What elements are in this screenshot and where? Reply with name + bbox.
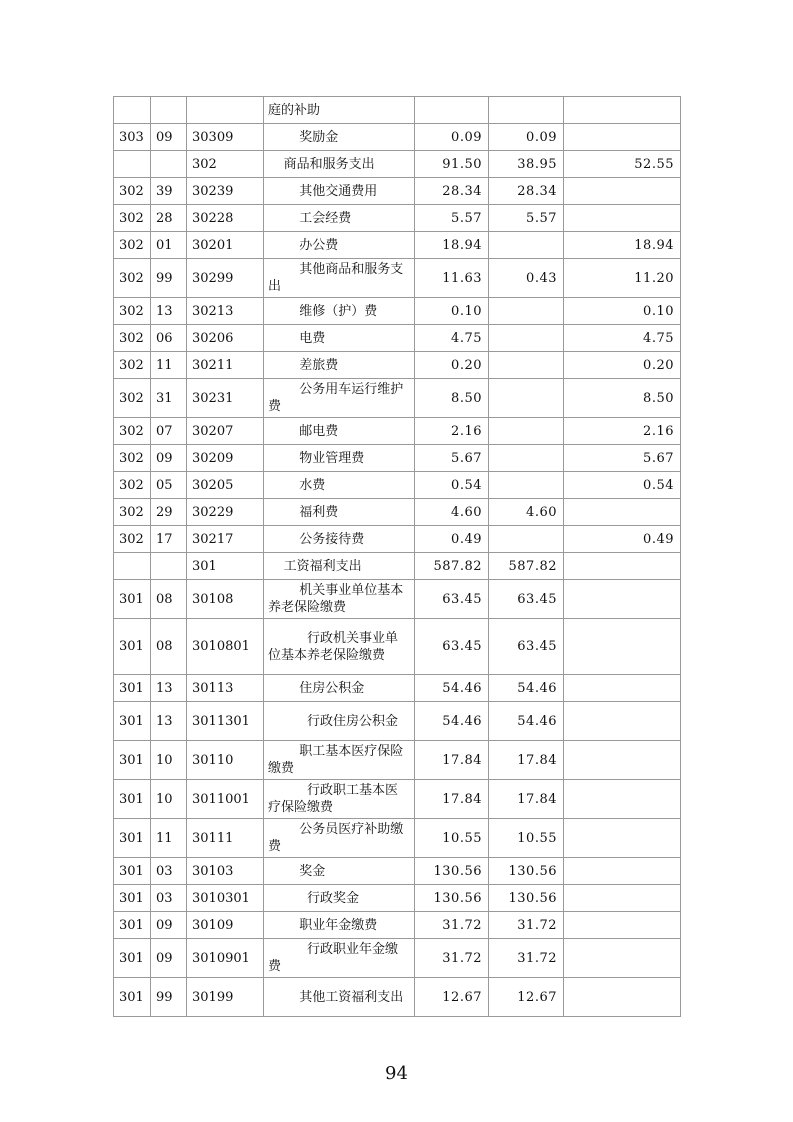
- project-expenditure-cell: [564, 675, 681, 702]
- table-row: [114, 151, 681, 178]
- item-name-cell: 维修（护）费: [264, 298, 415, 325]
- table-row: [114, 702, 681, 741]
- total-amount-cell: 0.09: [415, 124, 489, 151]
- total-amount-cell: 10.55: [415, 819, 489, 858]
- class-code-cell: 302: [114, 178, 151, 205]
- basic-expenditure-cell: 54.46: [489, 675, 564, 702]
- item-name-cell: 商品和服务支出: [264, 151, 415, 178]
- item-code-cell: 13: [151, 675, 187, 702]
- economic-code-cell: 30231: [187, 379, 264, 418]
- basic-expenditure-cell: 587.82: [489, 553, 564, 580]
- class-code-cell: 301: [114, 580, 151, 619]
- economic-code-cell: 30213: [187, 298, 264, 325]
- total-amount-cell: 130.56: [415, 885, 489, 912]
- item-name-cell: 住房公积金: [264, 675, 415, 702]
- total-amount-cell: 587.82: [415, 553, 489, 580]
- total-amount-cell: 4.60: [415, 499, 489, 526]
- table-row: [114, 675, 681, 702]
- total-amount-cell: 31.72: [415, 939, 489, 978]
- economic-code-cell: 30299: [187, 259, 264, 298]
- table-row: [114, 472, 681, 499]
- item-name-cell: 行政职工基本医疗保险缴费: [264, 780, 415, 819]
- item-name-cell: 福利费: [264, 499, 415, 526]
- economic-code-cell: 30103: [187, 858, 264, 885]
- total-amount-cell: 0.20: [415, 352, 489, 379]
- class-code-cell: 301: [114, 858, 151, 885]
- class-code-cell: 302: [114, 259, 151, 298]
- class-code-cell: 301: [114, 939, 151, 978]
- total-amount-cell: 8.50: [415, 379, 489, 418]
- table-row: [114, 178, 681, 205]
- economic-code-cell: 30309: [187, 124, 264, 151]
- total-amount-cell: 5.57: [415, 205, 489, 232]
- project-expenditure-cell: 0.20: [564, 352, 681, 379]
- item-code-cell: 11: [151, 819, 187, 858]
- item-name-cell: 其他商品和服务支出: [264, 259, 415, 298]
- total-amount-cell: 11.63: [415, 259, 489, 298]
- class-code-cell: 301: [114, 619, 151, 675]
- total-amount-cell: 17.84: [415, 780, 489, 819]
- economic-code-cell: 30207: [187, 418, 264, 445]
- item-code-cell: 01: [151, 232, 187, 259]
- item-name-cell: 行政机关事业单位基本养老保险缴费: [264, 619, 415, 675]
- project-expenditure-cell: 4.75: [564, 325, 681, 352]
- project-expenditure-cell: [564, 205, 681, 232]
- item-code-cell: 31: [151, 379, 187, 418]
- total-amount-cell: 12.67: [415, 978, 489, 1017]
- economic-code-cell: 3010301: [187, 885, 264, 912]
- basic-expenditure-cell: 54.46: [489, 702, 564, 741]
- economic-code-cell: [187, 97, 264, 124]
- basic-expenditure-cell: 0.43: [489, 259, 564, 298]
- item-code-cell: 17: [151, 526, 187, 553]
- item-code-cell: [151, 553, 187, 580]
- item-name-cell: 差旅费: [264, 352, 415, 379]
- class-code-cell: 302: [114, 472, 151, 499]
- item-name-cell: 行政奖金: [264, 885, 415, 912]
- basic-expenditure-cell: 130.56: [489, 858, 564, 885]
- project-expenditure-cell: [564, 912, 681, 939]
- basic-expenditure-cell: [489, 325, 564, 352]
- total-amount-cell: 4.75: [415, 325, 489, 352]
- item-name-cell: 庭的补助: [264, 97, 415, 124]
- basic-expenditure-cell: 38.95: [489, 151, 564, 178]
- item-name-cell: 公务员医疗补助缴费: [264, 819, 415, 858]
- item-code-cell: 08: [151, 580, 187, 619]
- project-expenditure-cell: [564, 178, 681, 205]
- class-code-cell: 302: [114, 379, 151, 418]
- total-amount-cell: 5.67: [415, 445, 489, 472]
- class-code-cell: 301: [114, 780, 151, 819]
- economic-code-cell: 302: [187, 151, 264, 178]
- table-row: [114, 885, 681, 912]
- project-expenditure-cell: 0.49: [564, 526, 681, 553]
- table-row: [114, 526, 681, 553]
- item-code-cell: 09: [151, 124, 187, 151]
- project-expenditure-cell: [564, 858, 681, 885]
- economic-code-cell: 30217: [187, 526, 264, 553]
- item-code-cell: 09: [151, 912, 187, 939]
- table-row: [114, 499, 681, 526]
- economic-code-cell: 30109: [187, 912, 264, 939]
- total-amount-cell: 54.46: [415, 675, 489, 702]
- total-amount-cell: 18.94: [415, 232, 489, 259]
- basic-expenditure-cell: 17.84: [489, 780, 564, 819]
- item-name-cell: 机关事业单位基本养老保险缴费: [264, 580, 415, 619]
- table-row: [114, 780, 681, 819]
- class-code-cell: 301: [114, 978, 151, 1017]
- table-row: [114, 259, 681, 298]
- table-row: [114, 858, 681, 885]
- table-row: [114, 352, 681, 379]
- basic-expenditure-cell: 63.45: [489, 619, 564, 675]
- item-code-cell: 05: [151, 472, 187, 499]
- item-code-cell: 08: [151, 619, 187, 675]
- item-code-cell: 99: [151, 259, 187, 298]
- class-code-cell: 302: [114, 352, 151, 379]
- item-code-cell: [151, 151, 187, 178]
- item-code-cell: 07: [151, 418, 187, 445]
- total-amount-cell: 2.16: [415, 418, 489, 445]
- project-expenditure-cell: 0.10: [564, 298, 681, 325]
- project-expenditure-cell: 52.55: [564, 151, 681, 178]
- project-expenditure-cell: [564, 741, 681, 780]
- item-code-cell: 09: [151, 445, 187, 472]
- basic-expenditure-cell: 12.67: [489, 978, 564, 1017]
- table-row: [114, 819, 681, 858]
- table-row: [114, 619, 681, 675]
- basic-expenditure-cell: 10.55: [489, 819, 564, 858]
- total-amount-cell: [415, 97, 489, 124]
- item-code-cell: 03: [151, 885, 187, 912]
- project-expenditure-cell: [564, 978, 681, 1017]
- table-row: [114, 445, 681, 472]
- item-code-cell: 28: [151, 205, 187, 232]
- project-expenditure-cell: [564, 499, 681, 526]
- project-expenditure-cell: 11.20: [564, 259, 681, 298]
- economic-code-cell: 30211: [187, 352, 264, 379]
- basic-expenditure-cell: 31.72: [489, 912, 564, 939]
- basic-expenditure-cell: 5.57: [489, 205, 564, 232]
- total-amount-cell: 0.10: [415, 298, 489, 325]
- basic-expenditure-cell: 4.60: [489, 499, 564, 526]
- basic-expenditure-cell: [489, 418, 564, 445]
- total-amount-cell: 28.34: [415, 178, 489, 205]
- table-row: [114, 580, 681, 619]
- economic-code-cell: 30229: [187, 499, 264, 526]
- project-expenditure-cell: [564, 939, 681, 978]
- basic-expenditure-cell: 31.72: [489, 939, 564, 978]
- economic-code-cell: 30201: [187, 232, 264, 259]
- item-code-cell: 06: [151, 325, 187, 352]
- item-name-cell: 行政职业年金缴费: [264, 939, 415, 978]
- item-code-cell: 99: [151, 978, 187, 1017]
- total-amount-cell: 0.49: [415, 526, 489, 553]
- item-code-cell: 13: [151, 298, 187, 325]
- class-code-cell: 301: [114, 702, 151, 741]
- class-code-cell: 302: [114, 298, 151, 325]
- table-row: [114, 325, 681, 352]
- class-code-cell: 302: [114, 205, 151, 232]
- total-amount-cell: 31.72: [415, 912, 489, 939]
- project-expenditure-cell: [564, 553, 681, 580]
- item-name-cell: 公务用车运行维护费: [264, 379, 415, 418]
- project-expenditure-cell: [564, 97, 681, 124]
- economic-code-cell: 3010801: [187, 619, 264, 675]
- economic-code-cell: 3011001: [187, 780, 264, 819]
- project-expenditure-cell: [564, 124, 681, 151]
- total-amount-cell: 63.45: [415, 580, 489, 619]
- economic-code-cell: 301: [187, 553, 264, 580]
- basic-expenditure-cell: [489, 379, 564, 418]
- basic-expenditure-cell: [489, 232, 564, 259]
- total-amount-cell: 54.46: [415, 702, 489, 741]
- project-expenditure-cell: 5.67: [564, 445, 681, 472]
- class-code-cell: 301: [114, 885, 151, 912]
- item-name-cell: 职业年金缴费: [264, 912, 415, 939]
- basic-expenditure-cell: [489, 526, 564, 553]
- item-name-cell: 行政住房公积金: [264, 702, 415, 741]
- table-row: [114, 912, 681, 939]
- item-name-cell: 物业管理费: [264, 445, 415, 472]
- item-name-cell: 奖金: [264, 858, 415, 885]
- project-expenditure-cell: 2.16: [564, 418, 681, 445]
- economic-code-cell: 30239: [187, 178, 264, 205]
- item-name-cell: 工资福利支出: [264, 553, 415, 580]
- item-code-cell: 39: [151, 178, 187, 205]
- project-expenditure-cell: [564, 702, 681, 741]
- economic-code-cell: 30205: [187, 472, 264, 499]
- item-name-cell: 电费: [264, 325, 415, 352]
- item-code-cell: 10: [151, 780, 187, 819]
- item-code-cell: 10: [151, 741, 187, 780]
- table-row: [114, 418, 681, 445]
- class-code-cell: 302: [114, 325, 151, 352]
- economic-code-cell: 30113: [187, 675, 264, 702]
- table-row: [114, 939, 681, 978]
- table-row: [114, 97, 681, 124]
- item-code-cell: 03: [151, 858, 187, 885]
- basic-expenditure-cell: [489, 97, 564, 124]
- table-body: [114, 97, 681, 1017]
- project-expenditure-cell: [564, 619, 681, 675]
- class-code-cell: 301: [114, 912, 151, 939]
- class-code-cell: 301: [114, 675, 151, 702]
- economic-code-cell: 3011301: [187, 702, 264, 741]
- item-code-cell: 13: [151, 702, 187, 741]
- item-name-cell: 其他交通费用: [264, 178, 415, 205]
- expenditure-table: [113, 96, 681, 1017]
- class-code-cell: 302: [114, 418, 151, 445]
- total-amount-cell: 91.50: [415, 151, 489, 178]
- total-amount-cell: 0.54: [415, 472, 489, 499]
- project-expenditure-cell: [564, 580, 681, 619]
- item-code-cell: 11: [151, 352, 187, 379]
- economic-code-cell: 30199: [187, 978, 264, 1017]
- basic-expenditure-cell: 28.34: [489, 178, 564, 205]
- class-code-cell: 302: [114, 445, 151, 472]
- class-code-cell: 303: [114, 124, 151, 151]
- basic-expenditure-cell: 63.45: [489, 580, 564, 619]
- project-expenditure-cell: 18.94: [564, 232, 681, 259]
- total-amount-cell: 130.56: [415, 858, 489, 885]
- class-code-cell: 302: [114, 232, 151, 259]
- class-code-cell: [114, 553, 151, 580]
- table-row: [114, 232, 681, 259]
- table-row: [114, 124, 681, 151]
- item-name-cell: 其他工资福利支出: [264, 978, 415, 1017]
- basic-expenditure-cell: [489, 352, 564, 379]
- table-row: [114, 741, 681, 780]
- project-expenditure-cell: [564, 819, 681, 858]
- project-expenditure-cell: [564, 780, 681, 819]
- item-name-cell: 水费: [264, 472, 415, 499]
- item-name-cell: 奖励金: [264, 124, 415, 151]
- class-code-cell: 302: [114, 499, 151, 526]
- item-name-cell: 工会经费: [264, 205, 415, 232]
- basic-expenditure-cell: 0.09: [489, 124, 564, 151]
- page-number: 94: [385, 1063, 408, 1084]
- basic-expenditure-cell: [489, 298, 564, 325]
- item-name-cell: 邮电费: [264, 418, 415, 445]
- class-code-cell: 301: [114, 819, 151, 858]
- item-name-cell: 办公费: [264, 232, 415, 259]
- economic-code-cell: 30209: [187, 445, 264, 472]
- economic-code-cell: 3010901: [187, 939, 264, 978]
- project-expenditure-cell: 0.54: [564, 472, 681, 499]
- basic-expenditure-cell: [489, 445, 564, 472]
- economic-code-cell: 30108: [187, 580, 264, 619]
- class-code-cell: [114, 151, 151, 178]
- item-name-cell: 公务接待费: [264, 526, 415, 553]
- item-code-cell: 09: [151, 939, 187, 978]
- item-code-cell: [151, 97, 187, 124]
- table-row: [114, 553, 681, 580]
- economic-code-cell: 30111: [187, 819, 264, 858]
- table-row: [114, 205, 681, 232]
- economic-code-cell: 30110: [187, 741, 264, 780]
- economic-code-cell: 30206: [187, 325, 264, 352]
- class-code-cell: [114, 97, 151, 124]
- class-code-cell: 301: [114, 741, 151, 780]
- basic-expenditure-cell: 130.56: [489, 885, 564, 912]
- project-expenditure-cell: [564, 885, 681, 912]
- table-row: [114, 298, 681, 325]
- project-expenditure-cell: 8.50: [564, 379, 681, 418]
- total-amount-cell: 17.84: [415, 741, 489, 780]
- basic-expenditure-cell: 17.84: [489, 741, 564, 780]
- table-row: [114, 978, 681, 1017]
- economic-code-cell: 30228: [187, 205, 264, 232]
- total-amount-cell: 63.45: [415, 619, 489, 675]
- basic-expenditure-cell: [489, 472, 564, 499]
- item-code-cell: 29: [151, 499, 187, 526]
- item-name-cell: 职工基本医疗保险缴费: [264, 741, 415, 780]
- table-row: [114, 379, 681, 418]
- class-code-cell: 302: [114, 526, 151, 553]
